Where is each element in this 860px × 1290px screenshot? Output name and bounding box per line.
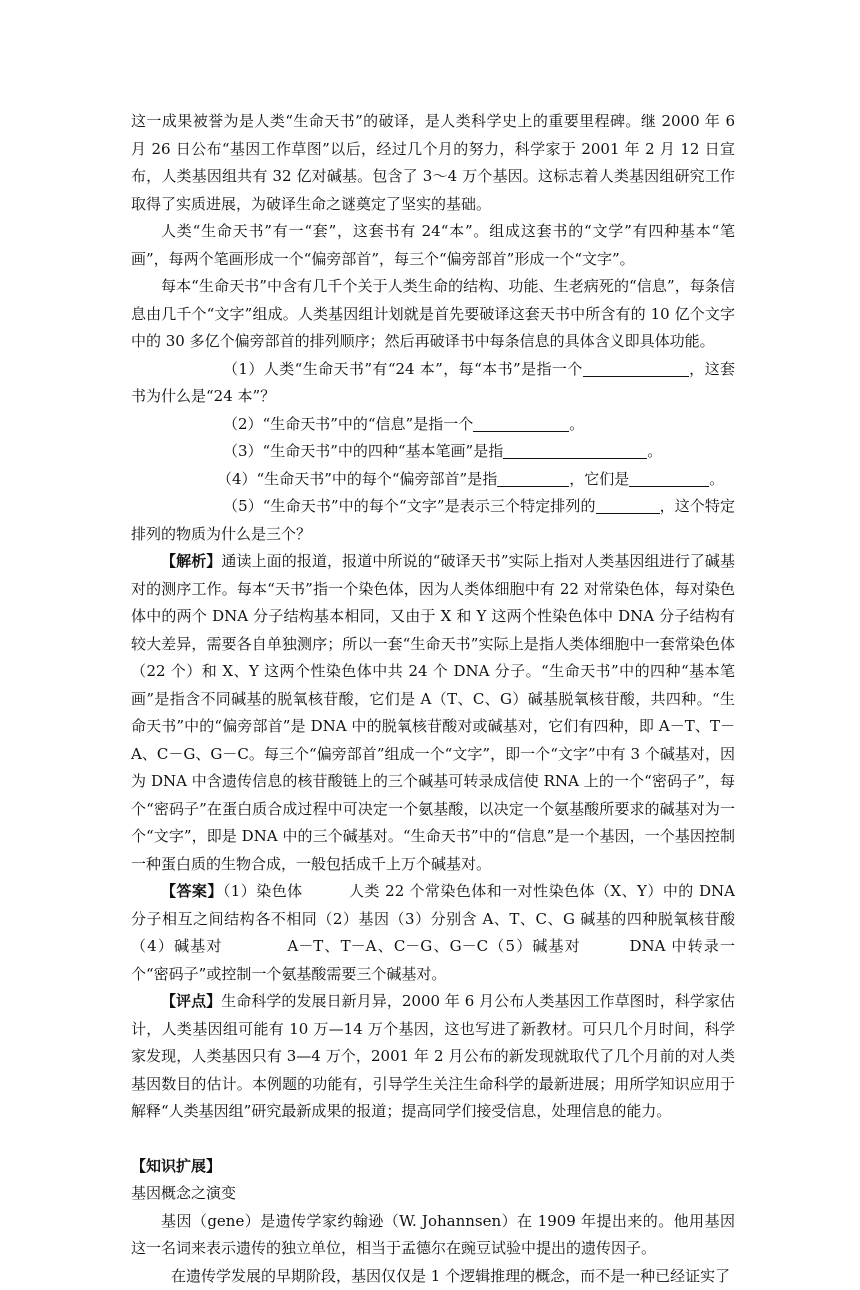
question-3 xyxy=(131,438,735,466)
answer-blank-4b[interactable] xyxy=(629,470,709,487)
question-4-tail: 。 xyxy=(709,470,724,488)
comment-section xyxy=(131,988,735,1126)
question-5-text-tail: ，这个特定排列的物质为什么是三个？ xyxy=(131,497,735,543)
question-1-text: （1）人类“生命天书”有“24 本”，每“本书”是指一个 xyxy=(223,360,583,378)
question-2 xyxy=(131,411,735,439)
comment-text: 生命科学的发展日新月异，2000 年 6 月公布人类基因工作草图时，科学家估计，人类基因组可能有 10 万—14 万个基因，这也写进了新教材。可只几个月时间，科学家发现，人类基因只有 3—4 万个，2001 年 2 月公布的新发现就取代了几个月前的对人类基因数目的估计。本例题的功能有，引导学生关注生命科学的最新进展；用所学知识应用于解释“人类基因组”研究最新成果的报道；提高同学们接受信息，处理信息的能力。 xyxy=(131,992,735,1120)
answer-label: 【答案】 xyxy=(161,882,223,900)
question-3-text: （3）“生命天书”中的四种“基本笔画”是指 xyxy=(223,442,503,460)
answer-text: （1）染色体 人类 22 个常染色体和一对性染色体（X、Y）中的 DNA 分子相互之间结构各不相同（2）基因（3）分别含 A、T、C、G 碱基的四种脱氧核苷酸 （4）碱基对 A－T、T－A、C－G、G－C（5）碱基对 DNA 中转录一个“密码子”或控制一个氨基酸需要三个碱基对。 xyxy=(131,882,735,983)
extension-subheading: 基因概念之演变 xyxy=(131,1180,735,1208)
answer-blank-3[interactable] xyxy=(503,442,647,459)
comment-label: 【评点】 xyxy=(161,992,221,1010)
question-4-text: （4）“生命天书”中的每个“偏旁部首”是指 xyxy=(217,470,497,488)
question-2-tail: 。 xyxy=(569,415,584,433)
answer-blank-5[interactable] xyxy=(596,497,660,514)
section-gap xyxy=(131,1126,735,1153)
answer-blank-1[interactable] xyxy=(583,360,689,377)
analysis-text: 通读上面的报道，报道中所说的“破译天书”实际上指对人类基因组进行了碱基对的测序工作。每本“天书”指一个染色体，因为人类体细胞中有 22 对常染色体，每对染色体中的两个 DNA 分子结构基本相同，又由于 X 和 Y 这两个性染色体中 DNA 分子结构有较大差异，需要各自单独测序；所以一套“生命天书”实际上是指人类体细胞中一套常染色体（22 个）和 X、Y 这两个性染色体中共 24 个 DNA 分子。“生命天书”中的四种“基本笔画”是指含不同碱基的脱氧核苷酸，它们是 A（T、C、G）碱基脱氧核苷酸，共四种。“生命天书”中的“偏旁部首”是 DNA 中的脱氧核苷酸对或碱基对，它们有四种，即 A－T、T－A、C－G、G－C。每三个“偏旁部首”组成一个“文字”，即一个“文字”中有 3 个碱基对，因为 DNA 中含遗传信息的核苷酸链上的三个碱基可转录成信使 RNA 上的一个“密码子”，每个“密码子”在蛋白质合成过程中可决定一个氨基酸，以决定一个氨基酸所要求的碱基对为一个“文字”，即是 DNA 中的三个碱基对。“生命天书”中的“信息”是一个基因，一个基因控制一种蛋白质的生物合成，一般包括成千上万个碱基对。 xyxy=(131,552,735,873)
answer-section xyxy=(131,878,735,988)
document-page xyxy=(131,108,735,1290)
question-1 xyxy=(131,356,735,411)
question-5-text: （5）“生命天书”中的每个“文字”是表示三个特定排列的 xyxy=(223,497,596,515)
answer-blank-4a[interactable] xyxy=(497,470,569,487)
question-3-tail: 。 xyxy=(647,442,662,460)
paragraph-book-info: 每本“生命天书”中含有几千个关于人类生命的结构、功能、生老病死的“信息”，每条信息由几千个“文字”组成。人类基因组计划就是首先要破译这套天书中所含有的 10 亿个文字中的 30 多亿个偏旁部首的排列顺序；然后再破译书中每条信息的具体含义即具体功能。 xyxy=(131,273,735,356)
extension-heading: 【知识扩展】 xyxy=(131,1153,735,1181)
question-5 xyxy=(131,493,735,548)
question-2-text: （2）“生命天书”中的“信息”是指一个 xyxy=(223,415,473,433)
paragraph-intro: 这一成果被誉为是人类“生命天书”的破译，是人类科学史上的重要里程碑。继 2000 年 6 月 26 日公布“基因工作草图”以后，经过几个月的努力，科学家于 2001 年 2 月 12 日宣布，人类基因组共有 32 亿对碱基。包含了 3～4 万个基因。这标志着人类基因组研究工作取得了实质进展，为破译生命之谜奠定了坚实的基础。 xyxy=(131,108,735,218)
question-4-mid: ，它们是 xyxy=(569,470,629,488)
extension-paragraph-2: 在遗传学发展的早期阶段，基因仅仅是 1 个逻辑推理的概念，而不是一种已经证实了 xyxy=(131,1263,735,1290)
question-4 xyxy=(131,466,735,494)
answer-blank-2[interactable] xyxy=(473,415,569,432)
analysis-section xyxy=(131,548,735,878)
analysis-label: 【解析】 xyxy=(161,552,221,570)
paragraph-book-set: 人类“生命天书”有一“套”，这套书有 24“本”。组成这套书的“文学”有四种基本“笔画”，每两个笔画形成一个“偏旁部首”，每三个“偏旁部首”形成一个“文字”。 xyxy=(131,218,735,273)
question-1-text-tail: ，这套书为什么是“24 本”？ xyxy=(131,360,735,406)
extension-paragraph-1: 基因（gene）是遗传学家约翰逊（W. Johannsen）在 1909 年提出来的。他用基因这一名词来表示遗传的独立单位，相当于孟德尔在豌豆试验中提出的遗传因子。 xyxy=(131,1208,735,1263)
